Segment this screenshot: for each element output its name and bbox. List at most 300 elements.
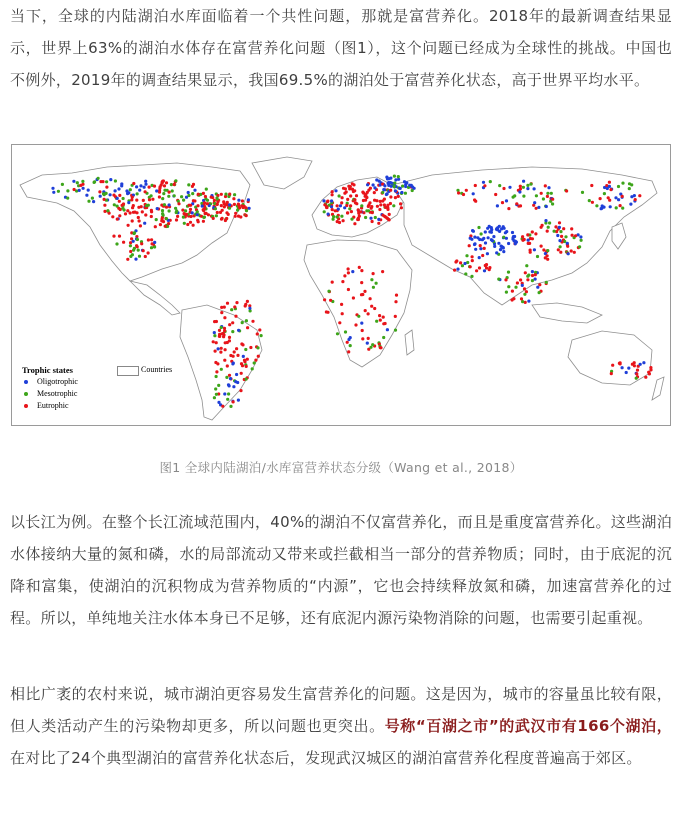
lake-point	[150, 246, 153, 249]
lake-point	[394, 300, 397, 303]
lake-point	[257, 355, 260, 358]
lake-point	[196, 210, 199, 213]
lake-point	[606, 187, 609, 190]
lake-point	[331, 193, 334, 196]
lake-point	[459, 261, 462, 264]
lake-point	[329, 299, 332, 302]
lake-point	[215, 196, 218, 199]
lake-point	[502, 246, 505, 249]
lake-point	[186, 223, 189, 226]
lake-point	[168, 191, 171, 194]
lake-point	[647, 371, 650, 374]
lake-point	[233, 193, 236, 196]
lake-point	[369, 297, 372, 300]
lake-point	[527, 239, 530, 242]
lake-point	[360, 293, 363, 296]
lake-point	[132, 182, 135, 185]
lake-point	[202, 220, 205, 223]
lake-point	[358, 266, 361, 269]
lake-point	[76, 181, 79, 184]
lake-point	[246, 326, 249, 329]
lake-point	[630, 183, 633, 186]
lake-point	[216, 203, 219, 206]
lake-point	[610, 372, 613, 375]
lake-point	[401, 185, 404, 188]
lake-point	[236, 354, 239, 357]
lake-point	[191, 192, 194, 195]
lake-point	[158, 195, 161, 198]
lake-point	[372, 183, 375, 186]
lake-point	[249, 346, 252, 349]
lake-point	[627, 367, 630, 370]
lake-point	[202, 216, 205, 219]
lake-point	[520, 297, 523, 300]
lake-point	[79, 184, 82, 187]
lake-point	[92, 200, 95, 203]
lake-point	[147, 238, 150, 241]
lake-point	[175, 218, 178, 221]
lake-point	[235, 301, 238, 304]
lake-point	[102, 192, 105, 195]
lake-point	[526, 233, 529, 236]
lake-point	[370, 278, 373, 281]
lake-point	[394, 196, 397, 199]
legend-countries-label: Countries	[141, 365, 173, 374]
lake-point	[344, 330, 347, 333]
lake-point	[383, 184, 386, 187]
continent-japan	[612, 223, 626, 249]
lake-point	[621, 195, 624, 198]
lake-point	[131, 196, 134, 199]
lake-point	[150, 210, 153, 213]
lake-point	[470, 238, 473, 241]
lake-point	[504, 231, 507, 234]
lake-point	[462, 193, 465, 196]
lake-point	[378, 314, 381, 317]
lake-point	[196, 204, 199, 207]
lake-point	[334, 209, 337, 212]
lake-point	[87, 189, 90, 192]
lake-point	[566, 242, 569, 245]
lake-point	[234, 380, 237, 383]
lake-point	[192, 224, 195, 227]
lake-point	[342, 187, 345, 190]
lake-point	[105, 180, 108, 183]
lake-point	[488, 268, 491, 271]
lake-point	[348, 207, 351, 210]
continent-greenland	[252, 157, 312, 189]
lake-point	[548, 221, 551, 224]
lake-point	[403, 180, 406, 183]
lake-point	[161, 180, 164, 183]
lake-point	[251, 367, 254, 370]
lake-point	[260, 334, 263, 337]
lake-point	[237, 215, 240, 218]
lake-point	[470, 275, 473, 278]
lake-point	[564, 235, 567, 238]
lake-point	[571, 234, 574, 237]
lake-point	[237, 203, 240, 206]
lake-point	[562, 227, 565, 230]
lake-point	[378, 208, 381, 211]
lake-point	[215, 320, 218, 323]
lake-point	[112, 194, 115, 197]
lake-point	[127, 201, 130, 204]
lake-point	[349, 194, 352, 197]
lake-point	[498, 184, 501, 187]
intro-paragraph: 当下，全球的内陆湖泊水库面临着一个共性问题，那就是富营养化。2018年的最新调查结果显示，世界上63%的湖泊水体存在富营养化问题（图1），这个问题已经成为全球性的挑战。中国也不例外，2019年的调查结果显示，我国69.5%的湖泊处于富营养化状态，高于世界平均水平。	[10, 7, 672, 89]
lake-point	[469, 265, 472, 268]
lake-point	[215, 341, 218, 344]
lake-point	[481, 254, 484, 257]
lake-point	[514, 286, 517, 289]
lake-point	[547, 186, 550, 189]
lake-point	[245, 365, 248, 368]
lake-point	[386, 328, 389, 331]
lake-point	[393, 185, 396, 188]
lake-point	[367, 312, 370, 315]
lake-point	[225, 211, 228, 214]
lake-point	[115, 242, 118, 245]
lake-point	[567, 252, 570, 255]
lake-point	[220, 332, 223, 335]
lake-point	[559, 230, 562, 233]
lake-point	[547, 226, 550, 229]
lake-point	[399, 202, 402, 205]
lake-point	[357, 218, 360, 221]
lake-point	[361, 329, 364, 332]
lake-point	[531, 274, 534, 277]
mesotrophic-dot-icon	[24, 392, 28, 396]
lake-point	[456, 268, 459, 271]
lake-point	[365, 209, 368, 212]
lake-point	[373, 186, 376, 189]
lake-point	[361, 337, 364, 340]
lake-point	[223, 316, 226, 319]
lake-point	[483, 184, 486, 187]
lake-point	[129, 244, 132, 247]
lake-point	[393, 175, 396, 178]
lake-point	[245, 209, 248, 212]
lake-point	[629, 203, 632, 206]
lake-point	[216, 200, 219, 203]
lake-point	[181, 209, 184, 212]
lake-point	[332, 218, 335, 221]
lake-point	[205, 188, 208, 191]
lake-point	[185, 213, 188, 216]
lake-point	[484, 241, 487, 244]
lake-point	[486, 252, 489, 255]
legend-label-eutrophic: Eutrophic	[37, 401, 69, 410]
lake-point	[122, 241, 125, 244]
lake-point	[93, 180, 96, 183]
lake-point	[558, 239, 561, 242]
lake-point	[168, 209, 171, 212]
lake-point	[182, 199, 185, 202]
lake-point	[148, 198, 151, 201]
lake-point	[216, 211, 219, 214]
lake-point	[214, 207, 217, 210]
lake-point	[534, 232, 537, 235]
lake-point	[536, 255, 539, 258]
lake-point	[135, 185, 138, 188]
lake-point	[111, 215, 114, 218]
lake-point	[136, 245, 139, 248]
lake-point	[167, 195, 170, 198]
lake-point	[214, 350, 217, 353]
lake-point	[464, 272, 467, 275]
world-trophic-map-figure	[11, 144, 671, 426]
lake-point	[213, 331, 216, 334]
lake-point	[546, 192, 549, 195]
lake-point	[189, 204, 192, 207]
lake-point	[545, 281, 548, 284]
lake-point	[331, 208, 334, 211]
lake-point	[393, 182, 396, 185]
lake-point	[505, 199, 508, 202]
lake-point	[138, 189, 141, 192]
lake-point	[118, 200, 121, 203]
lake-point	[534, 273, 537, 276]
lake-point	[148, 186, 151, 189]
lake-point	[323, 210, 326, 213]
lake-point	[52, 191, 55, 194]
lake-point	[473, 236, 476, 239]
lake-point	[197, 220, 200, 223]
lake-point	[221, 209, 224, 212]
lake-point	[232, 385, 235, 388]
lake-point	[456, 189, 459, 192]
lake-point	[381, 270, 384, 273]
continent-madagascar	[405, 330, 414, 355]
lake-point	[85, 194, 88, 197]
countries-swatch	[117, 366, 139, 376]
lake-point	[595, 204, 598, 207]
lake-point	[386, 177, 389, 180]
lake-point	[523, 287, 526, 290]
urban-lakes-paragraph	[10, 678, 672, 774]
lake-point	[144, 190, 147, 193]
lake-point	[535, 194, 538, 197]
lake-point	[477, 226, 480, 229]
lake-point	[246, 300, 249, 303]
lake-point	[144, 180, 147, 183]
lake-point	[511, 290, 514, 293]
lake-point	[526, 278, 529, 281]
lake-point	[519, 187, 522, 190]
lake-point	[625, 371, 628, 374]
lake-point	[387, 182, 390, 185]
lake-point	[187, 183, 190, 186]
lake-point	[127, 224, 130, 227]
lake-point	[204, 212, 207, 215]
lake-point	[542, 248, 545, 251]
lake-point	[531, 279, 534, 282]
lake-point	[523, 293, 526, 296]
lake-point	[113, 203, 116, 206]
lake-point	[379, 203, 382, 206]
lake-point	[235, 347, 238, 350]
lake-point	[379, 319, 382, 322]
lake-point	[240, 362, 243, 365]
lake-point	[244, 303, 247, 306]
lake-point	[336, 215, 339, 218]
lake-point	[153, 241, 156, 244]
lake-point	[649, 368, 652, 371]
lake-point	[608, 181, 611, 184]
lake-point	[73, 188, 76, 191]
lake-point	[556, 234, 559, 237]
lake-point	[471, 255, 474, 258]
lake-point	[617, 185, 620, 188]
lake-point	[162, 192, 165, 195]
lake-point	[154, 225, 157, 228]
lake-point	[241, 321, 244, 324]
lake-point	[340, 215, 343, 218]
lake-point	[126, 209, 129, 212]
lake-point	[375, 320, 378, 323]
lake-point	[373, 199, 376, 202]
lake-point	[519, 278, 522, 281]
lake-point	[397, 195, 400, 198]
lake-point	[531, 270, 534, 273]
lake-point	[511, 231, 514, 234]
continent-africa	[304, 240, 412, 367]
lake-point	[193, 189, 196, 192]
lake-point	[343, 206, 346, 209]
lake-point	[240, 372, 243, 375]
lake-point	[518, 190, 521, 193]
lake-point	[472, 192, 475, 195]
lake-point	[228, 203, 231, 206]
lake-point	[103, 210, 106, 213]
lake-point	[354, 323, 357, 326]
lake-point	[87, 200, 90, 203]
lake-point	[226, 398, 229, 401]
lake-point	[621, 182, 624, 185]
lake-point	[142, 199, 145, 202]
lake-point	[538, 291, 541, 294]
lake-point	[507, 271, 510, 274]
lake-point	[125, 189, 128, 192]
lake-point	[374, 216, 377, 219]
lake-point	[144, 183, 147, 186]
lake-point	[636, 369, 639, 372]
legend-label-mesotrophic: Mesotrophic	[37, 389, 78, 398]
lake-point	[131, 206, 134, 209]
lake-point	[382, 336, 385, 339]
lake-point	[222, 335, 225, 338]
lake-point	[243, 360, 246, 363]
lake-point	[81, 180, 84, 183]
lake-point	[488, 225, 491, 228]
lake-point	[633, 361, 636, 364]
lake-point	[529, 249, 532, 252]
lake-point	[220, 306, 223, 309]
lake-point	[139, 184, 142, 187]
lake-point	[237, 329, 240, 332]
lake-point	[389, 202, 392, 205]
lake-point	[607, 196, 610, 199]
lake-point	[527, 242, 530, 245]
lake-point	[165, 217, 168, 220]
lake-point	[558, 221, 561, 224]
lake-point	[372, 286, 375, 289]
lake-point	[167, 222, 170, 225]
lake-point	[471, 259, 474, 262]
lake-point	[491, 239, 494, 242]
lake-point	[615, 206, 618, 209]
lake-point	[187, 191, 190, 194]
lake-point	[189, 221, 192, 224]
lake-point	[183, 222, 186, 225]
lake-point	[566, 245, 569, 248]
lake-point	[109, 193, 112, 196]
lake-point	[121, 207, 124, 210]
lake-point	[635, 372, 638, 375]
lake-point	[224, 341, 227, 344]
lake-point	[103, 204, 106, 207]
lake-point	[533, 248, 536, 251]
lake-point	[381, 191, 384, 194]
lake-point	[614, 196, 617, 199]
lake-point	[515, 202, 518, 205]
lake-point	[226, 364, 229, 367]
lake-point	[633, 364, 636, 367]
lake-point	[480, 232, 483, 235]
lake-point	[215, 214, 218, 217]
lake-point	[244, 348, 247, 351]
lake-point	[192, 199, 195, 202]
lake-point	[388, 213, 391, 216]
lake-point	[218, 329, 221, 332]
lake-point	[644, 376, 647, 379]
lake-point	[394, 315, 397, 318]
lake-point	[187, 194, 190, 197]
lake-point	[137, 249, 140, 252]
lake-point	[526, 187, 529, 190]
lake-point	[373, 191, 376, 194]
lake-point	[155, 218, 158, 221]
lake-point	[251, 320, 254, 323]
lake-point	[323, 203, 326, 206]
lake-point	[229, 405, 232, 408]
lake-point	[382, 316, 385, 319]
lake-point	[116, 218, 119, 221]
lake-point	[379, 346, 382, 349]
lake-point	[147, 251, 150, 254]
lake-point	[327, 213, 330, 216]
lake-point	[237, 199, 240, 202]
lake-point	[478, 238, 481, 241]
lake-point	[228, 207, 231, 210]
lake-point	[218, 335, 221, 338]
lake-point	[360, 269, 363, 272]
lake-point	[244, 206, 247, 209]
lake-point	[355, 194, 358, 197]
lake-point	[633, 194, 636, 197]
lake-point	[639, 363, 642, 366]
lake-point	[507, 285, 510, 288]
lake-point	[204, 195, 207, 198]
lake-point	[375, 282, 378, 285]
lake-point	[175, 209, 178, 212]
lake-point	[203, 201, 206, 204]
legend-label-oligotrophic: Oligotrophic	[37, 377, 78, 386]
lake-point	[99, 195, 102, 198]
lake-point	[129, 250, 132, 253]
lake-point	[341, 312, 344, 315]
